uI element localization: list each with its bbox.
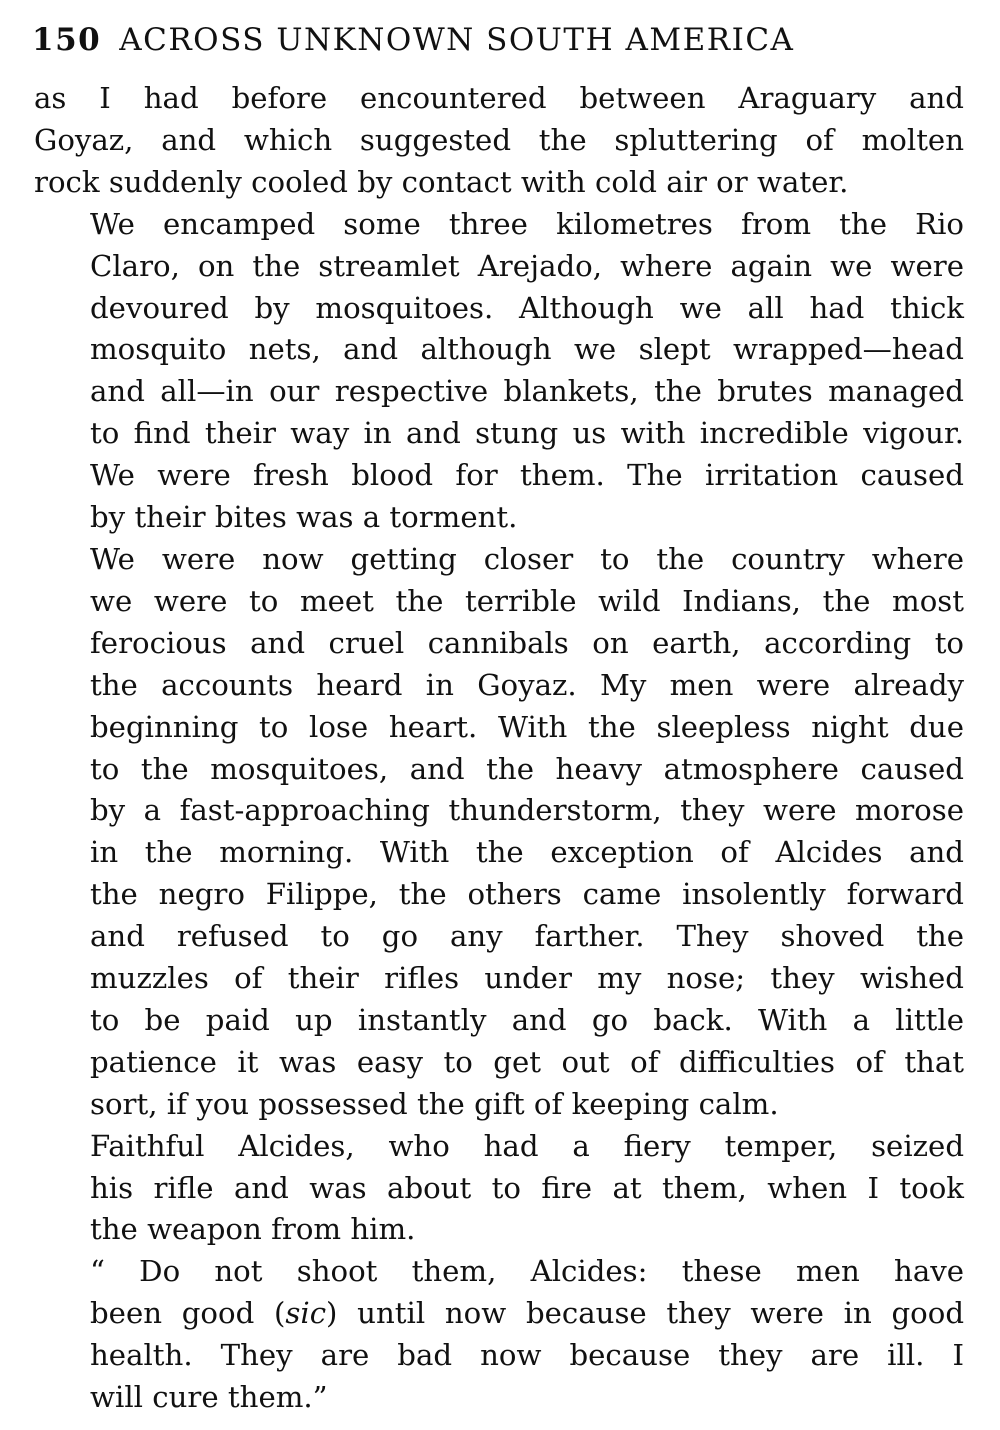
- text-line: devoured by mosquitoes. Although we all had thick: [90, 290, 964, 325]
- text-line: mosquito nets, and although we slept wrapped—head: [90, 332, 964, 367]
- text-line: health. They are bad now because they are ill. I: [90, 1338, 964, 1373]
- text-line: by a fast-approaching thunderstorm, they were morose: [90, 793, 964, 828]
- text-line: will cure them.”: [90, 1380, 328, 1415]
- text-line: his rifle and was about to fire at them, when I took: [90, 1170, 964, 1205]
- text-line: been good (sic) until now because they were in good: [90, 1296, 964, 1331]
- text-line: to find their way in and stung us with incredible vigour.: [90, 416, 964, 451]
- paragraph: [34, 1251, 964, 1419]
- text-line: sort, if you possessed the gift of keeping calm.: [90, 1086, 779, 1121]
- text-line: Claro, on the streamlet Arejado, where again we were: [90, 248, 964, 283]
- paragraph: [34, 539, 964, 1126]
- text-line: ferocious and cruel cannibals on earth, according to: [90, 625, 964, 660]
- paragraph: [34, 1126, 964, 1252]
- page-header: [32, 14, 972, 66]
- text-line: muzzles of their rifles under my nose; they wished: [90, 961, 964, 996]
- text-line: We were fresh blood for them. The irritation caused: [90, 458, 964, 493]
- text-line: Goyaz, and which suggested the spluttering of molten: [34, 122, 964, 157]
- text-line: the negro Filippe, the others came insolently forward: [90, 877, 964, 912]
- page-number: 150: [32, 22, 102, 58]
- body-text: [34, 78, 964, 1419]
- text-line: to be paid up instantly and go back. With a little: [90, 1002, 964, 1037]
- text-line: We were now getting closer to the country where: [90, 541, 964, 576]
- text-line: we were to meet the terrible wild Indians, the most: [90, 583, 964, 618]
- text-line: as I had before encountered between Araguary and: [34, 81, 964, 115]
- text-line: by their bites was a torment.: [90, 500, 518, 535]
- text-line: to the mosquitoes, and the heavy atmosphere caused: [90, 751, 964, 786]
- text-line: “ Do not shoot them, Alcides: these men have: [90, 1254, 964, 1289]
- paragraph: [34, 78, 964, 204]
- paragraph: [34, 204, 964, 539]
- text-line: We encamped some three kilometres from the Rio: [90, 206, 964, 241]
- text-line: patience it was easy to get out of difficulties of that: [90, 1044, 964, 1079]
- running-title: ACROSS UNKNOWN SOUTH AMERICA: [119, 22, 795, 58]
- text-line: the accounts heard in Goyaz. My men were already: [90, 667, 964, 702]
- text-line: the weapon from him.: [90, 1212, 416, 1247]
- text-line: beginning to lose heart. With the sleepless night due: [90, 709, 964, 744]
- text-line: and all—in our respective blankets, the brutes managed: [90, 374, 964, 409]
- text-line: Faithful Alcides, who had a fiery temper, seized: [90, 1128, 964, 1163]
- text-line: rock suddenly cooled by contact with cold air or water.: [34, 164, 849, 199]
- text-line: in the morning. With the exception of Alcides and: [90, 835, 964, 870]
- text-line: and refused to go any farther. They shoved the: [90, 919, 964, 954]
